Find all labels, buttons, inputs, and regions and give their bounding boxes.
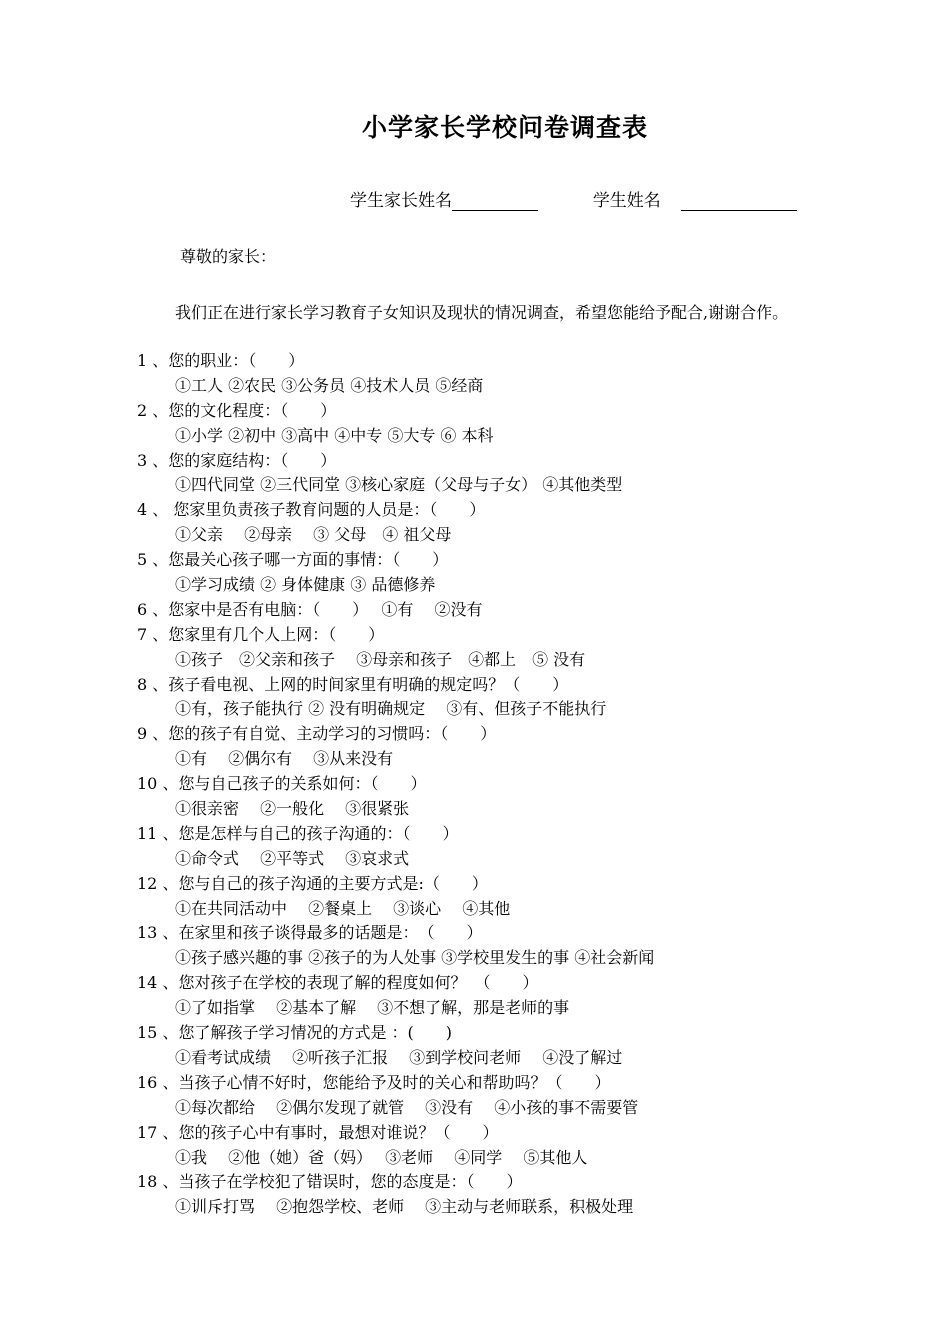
question-13-options: ①孩子感兴趣的事 ②孩子的为人处事 ③学校里发生的事 ④社会新闻 xyxy=(175,948,655,968)
question-6: 6 、您家中是否有电脑：（ ） ①有 ②没有 xyxy=(137,599,483,619)
question-5-options: ①学习成绩 ② 身体健康 ③ 品德修养 xyxy=(175,575,436,595)
question-1-options: ①工人 ②农民 ③公务员 ④技术人员 ⑤经商 xyxy=(175,375,484,395)
student-name-label: 学生姓名 xyxy=(592,191,661,211)
document-title: 小学家长学校问卷调查表 xyxy=(361,113,648,142)
greeting: 尊敬的家长： xyxy=(180,247,277,266)
question-4: 4 、 您家里负责孩子教育问题的人员是：（ ） xyxy=(137,500,486,520)
question-3-options: ①四代同堂 ②三代同堂 ③核心家庭（父母与子女） ④其他类型 xyxy=(175,475,623,495)
question-7: 7 、您家里有几个人上网：（ ） xyxy=(137,624,385,644)
question-16-options: ①每次都给 ②偶尔发现了就管 ③没有 ④小孩的事不需要管 xyxy=(175,1097,639,1117)
student-name-blank[interactable] xyxy=(681,186,797,211)
parent-name-label: 学生家长姓名 xyxy=(350,191,452,211)
question-15: 15 、您了解孩子学习情况的方式是 ：( ) xyxy=(137,1023,453,1043)
question-11-options: ①命令式 ②平等式 ③哀求式 xyxy=(175,848,410,868)
question-14-options: ①了如指掌 ②基本了解 ③不想了解，那是老师的事 xyxy=(175,998,570,1018)
question-12-options: ①在共同活动中 ②餐桌上 ③谈心 ④其他 xyxy=(175,898,511,918)
intro-paragraph: 我们正在进行家长学习教育子女知识及现状的情况调查，希望您能给予配合,谢谢合作。 xyxy=(175,303,789,322)
question-15-options: ①看考试成绩 ②听孩子汇报 ③到学校问老师 ④没了解过 xyxy=(175,1047,623,1067)
question-16: 16 、当孩子心情不好时，您能给予及时的关心和帮助吗？（ ） xyxy=(137,1072,611,1092)
question-1: 1 、您的职业：（ ） xyxy=(137,351,305,370)
question-18: 18 、当孩子在学校犯了错误时，您的态度是：（ ） xyxy=(137,1172,523,1192)
question-10-options: ①很亲密 ②一般化 ③很紧张 xyxy=(175,799,410,819)
question-17: 17 、您的孩子心中有事时，最想对谁说？（ ） xyxy=(137,1122,499,1142)
question-10: 10 、您与自己孩子的关系如何：（ ） xyxy=(137,774,427,794)
question-18-options: ①训斥打骂 ②抱怨学校、老师 ③主动与老师联系，积极处理 xyxy=(175,1197,634,1217)
question-2: 2 、您的文化程度：（ ） xyxy=(137,400,337,420)
question-8-options: ①有，孩子能执行 ② 没有明确规定 ③有、但孩子不能执行 xyxy=(175,699,607,719)
name-fields xyxy=(350,186,797,211)
parent-name-blank[interactable] xyxy=(452,186,538,211)
question-9: 9 、您的孩子有自觉、主动学习的习惯吗：（ ） xyxy=(137,724,497,744)
question-2-options: ①小学 ②初中 ③高中 ④中专 ⑤大专 ⑥ 本科 xyxy=(175,425,494,445)
question-12: 12 、您与自己的孩子沟通的主要方式是:（ ） xyxy=(137,873,488,893)
question-4-options: ①父亲 ②母亲 ③ 父母 ④ 祖父母 xyxy=(175,525,452,545)
question-5: 5 、您最关心孩子哪一方面的事情：（ ） xyxy=(137,550,449,570)
question-list xyxy=(137,349,877,1220)
question-7-options: ①孩子 ②父亲和孩子 ③母亲和孩子 ④都上 ⑤ 没有 xyxy=(175,649,586,669)
question-11: 11 、您是怎样与自己的孩子沟通的：（ ） xyxy=(137,823,459,843)
question-14: 14 、您对孩子在学校的表现了解的程度如何？ （ ） xyxy=(137,973,539,993)
question-8: 8 、孩子看电视、上网的时间家里有明确的规定吗？（ ） xyxy=(137,674,569,694)
question-13: 13 、在家里和孩子谈得最多的话题是： （ ） xyxy=(137,923,483,943)
question-9-options: ①有 ②偶尔有 ③从来没有 xyxy=(175,749,394,769)
question-17-options: ①我 ②他（她）爸（妈） ③老师 ④同学 ⑤其他人 xyxy=(175,1147,588,1167)
question-3: 3 、您的家庭结构：（ ） xyxy=(137,450,337,470)
